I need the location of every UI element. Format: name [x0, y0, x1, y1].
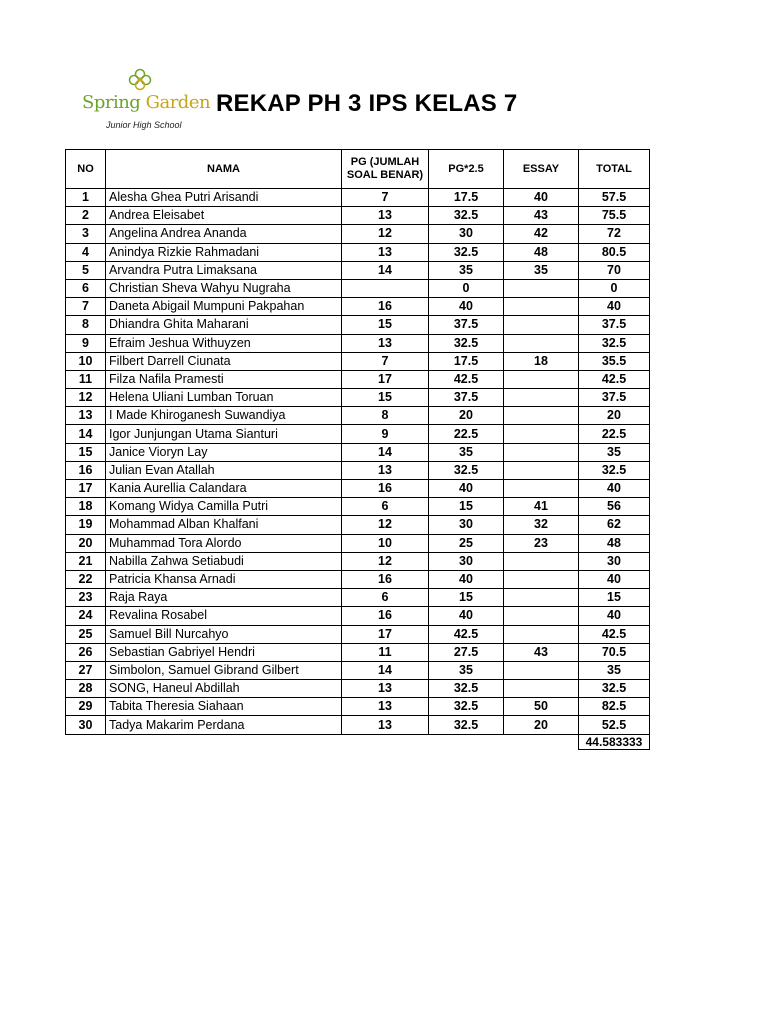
cell-essay [504, 334, 579, 352]
cell-no: 20 [66, 534, 106, 552]
cell-nama: Kania Aurellia Calandara [106, 480, 342, 498]
cell-nama: Tadya Makarim Perdana [106, 716, 342, 734]
cell-pg: 13 [342, 207, 429, 225]
cell-no: 28 [66, 680, 106, 698]
cell-no: 12 [66, 389, 106, 407]
cell-essay [504, 589, 579, 607]
cell-no: 17 [66, 480, 106, 498]
table-row [66, 279, 650, 297]
cell-total: 35.5 [579, 352, 650, 370]
cell-pg25: 35 [429, 661, 504, 679]
cell-pg25: 30 [429, 516, 504, 534]
cell-nama: Christian Sheva Wahyu Nugraha [106, 279, 342, 297]
cell-no: 24 [66, 607, 106, 625]
cell-pg: 14 [342, 443, 429, 461]
cell-pg: 13 [342, 680, 429, 698]
table-row [66, 207, 650, 225]
cell-total: 22.5 [579, 425, 650, 443]
cell-pg: 16 [342, 480, 429, 498]
cell-pg25: 32.5 [429, 716, 504, 734]
cell-nama: Sebastian Gabriyel Hendri [106, 643, 342, 661]
cell-total: 56 [579, 498, 650, 516]
table-row [66, 534, 650, 552]
cell-pg25: 32.5 [429, 698, 504, 716]
cell-pg: 13 [342, 334, 429, 352]
cell-pg: 13 [342, 716, 429, 734]
cell-nama: I Made Khiroganesh Suwandiya [106, 407, 342, 425]
cell-total: 75.5 [579, 207, 650, 225]
cell-essay [504, 461, 579, 479]
table-row [66, 316, 650, 334]
cell-pg: 10 [342, 534, 429, 552]
cell-pg25: 30 [429, 225, 504, 243]
score-table [65, 149, 650, 750]
table-header-row [66, 150, 650, 189]
table-row [66, 370, 650, 388]
cell-nama: Mohammad Alban Khalfani [106, 516, 342, 534]
cell-pg25: 27.5 [429, 643, 504, 661]
cell-no: 11 [66, 370, 106, 388]
cell-total: 42.5 [579, 370, 650, 388]
cell-no: 7 [66, 298, 106, 316]
table-row [66, 243, 650, 261]
page-title: REKAP PH 3 IPS KELAS 7 [216, 90, 518, 117]
cell-no: 2 [66, 207, 106, 225]
cell-no: 6 [66, 279, 106, 297]
cell-no: 30 [66, 716, 106, 734]
cell-pg25: 40 [429, 570, 504, 588]
cell-pg25: 42.5 [429, 370, 504, 388]
cell-no: 3 [66, 225, 106, 243]
flower-logo-icon [128, 68, 152, 92]
cell-total: 30 [579, 552, 650, 570]
cell-essay: 20 [504, 716, 579, 734]
cell-total: 40 [579, 480, 650, 498]
cell-nama: Filbert Darrell Ciunata [106, 352, 342, 370]
cell-pg: 12 [342, 552, 429, 570]
cell-pg25: 17.5 [429, 189, 504, 207]
cell-nama: Revalina Rosabel [106, 607, 342, 625]
cell-essay [504, 625, 579, 643]
cell-pg: 6 [342, 589, 429, 607]
cell-pg25: 40 [429, 480, 504, 498]
cell-nama: Anindya Rizkie Rahmadani [106, 243, 342, 261]
cell-no: 23 [66, 589, 106, 607]
cell-pg25: 15 [429, 498, 504, 516]
cell-total: 40 [579, 570, 650, 588]
cell-pg: 7 [342, 189, 429, 207]
cell-nama: Patricia Khansa Arnadi [106, 570, 342, 588]
cell-pg25: 32.5 [429, 207, 504, 225]
cell-total: 82.5 [579, 698, 650, 716]
cell-no: 18 [66, 498, 106, 516]
cell-no: 4 [66, 243, 106, 261]
average-row-spacer [66, 734, 579, 749]
cell-essay [504, 661, 579, 679]
cell-nama: Helena Uliani Lumban Toruan [106, 389, 342, 407]
cell-total: 37.5 [579, 316, 650, 334]
cell-no: 13 [66, 407, 106, 425]
table-row [66, 625, 650, 643]
table-row [66, 352, 650, 370]
cell-pg: 13 [342, 698, 429, 716]
cell-no: 14 [66, 425, 106, 443]
cell-pg25: 35 [429, 443, 504, 461]
cell-pg: 16 [342, 607, 429, 625]
cell-nama: Raja Raya [106, 589, 342, 607]
cell-essay [504, 443, 579, 461]
cell-pg25: 15 [429, 589, 504, 607]
cell-pg25: 20 [429, 407, 504, 425]
cell-total: 32.5 [579, 461, 650, 479]
cell-nama: Angelina Andrea Ananda [106, 225, 342, 243]
cell-total: 42.5 [579, 625, 650, 643]
cell-pg: 12 [342, 225, 429, 243]
cell-nama: Alesha Ghea Putri Arisandi [106, 189, 342, 207]
table-row [66, 680, 650, 698]
cell-pg: 12 [342, 516, 429, 534]
cell-total: 0 [579, 279, 650, 297]
cell-essay: 32 [504, 516, 579, 534]
table-row [66, 261, 650, 279]
cell-pg25: 42.5 [429, 625, 504, 643]
cell-pg25: 37.5 [429, 389, 504, 407]
cell-pg25: 32.5 [429, 680, 504, 698]
cell-no: 5 [66, 261, 106, 279]
cell-pg25: 22.5 [429, 425, 504, 443]
table-row [66, 443, 650, 461]
cell-pg: 7 [342, 352, 429, 370]
cell-nama: Muhammad Tora Alordo [106, 534, 342, 552]
cell-total: 40 [579, 298, 650, 316]
column-header-pg25: PG*2.5 [429, 150, 504, 189]
cell-pg25: 30 [429, 552, 504, 570]
cell-nama: Daneta Abigail Mumpuni Pakpahan [106, 298, 342, 316]
cell-no: 8 [66, 316, 106, 334]
column-header-pg: PG (JUMLAH SOAL BENAR) [342, 150, 429, 189]
cell-pg25: 37.5 [429, 316, 504, 334]
table-row [66, 334, 650, 352]
table-row [66, 425, 650, 443]
cell-no: 25 [66, 625, 106, 643]
cell-pg25: 35 [429, 261, 504, 279]
cell-total: 62 [579, 516, 650, 534]
cell-pg25: 0 [429, 279, 504, 297]
table-row [66, 480, 650, 498]
cell-essay: 40 [504, 189, 579, 207]
table-body [66, 189, 650, 735]
table-row [66, 189, 650, 207]
cell-essay [504, 279, 579, 297]
cell-pg25: 32.5 [429, 334, 504, 352]
cell-nama: Simbolon, Samuel Gibrand Gilbert [106, 661, 342, 679]
average-total-cell: 44.583333 [579, 734, 650, 749]
table-row [66, 661, 650, 679]
average-row [66, 734, 650, 749]
cell-no: 1 [66, 189, 106, 207]
cell-essay: 48 [504, 243, 579, 261]
cell-pg: 16 [342, 298, 429, 316]
cell-nama: Julian Evan Atallah [106, 461, 342, 479]
cell-no: 16 [66, 461, 106, 479]
cell-essay [504, 570, 579, 588]
table-row [66, 298, 650, 316]
column-header-nama: NAMA [106, 150, 342, 189]
cell-essay [504, 370, 579, 388]
cell-total: 70 [579, 261, 650, 279]
column-header-essay: ESSAY [504, 150, 579, 189]
cell-total: 15 [579, 589, 650, 607]
cell-essay: 41 [504, 498, 579, 516]
cell-essay [504, 680, 579, 698]
cell-nama: Komang Widya Camilla Putri [106, 498, 342, 516]
cell-pg: 11 [342, 643, 429, 661]
cell-pg25: 17.5 [429, 352, 504, 370]
cell-essay [504, 425, 579, 443]
cell-total: 32.5 [579, 680, 650, 698]
logo-brand-word2: Garden [145, 92, 211, 113]
cell-no: 15 [66, 443, 106, 461]
table-row [66, 589, 650, 607]
cell-total: 72 [579, 225, 650, 243]
table-row [66, 570, 650, 588]
table-row [66, 407, 650, 425]
table-row [66, 607, 650, 625]
cell-total: 37.5 [579, 389, 650, 407]
cell-essay: 42 [504, 225, 579, 243]
cell-pg25: 40 [429, 607, 504, 625]
cell-total: 32.5 [579, 334, 650, 352]
cell-pg: 16 [342, 570, 429, 588]
table-row [66, 225, 650, 243]
cell-nama: Filza Nafila Pramesti [106, 370, 342, 388]
cell-pg: 14 [342, 661, 429, 679]
cell-no: 22 [66, 570, 106, 588]
cell-nama: Efraim Jeshua Withuyzen [106, 334, 342, 352]
cell-pg25: 32.5 [429, 461, 504, 479]
cell-essay: 23 [504, 534, 579, 552]
cell-essay: 18 [504, 352, 579, 370]
cell-no: 19 [66, 516, 106, 534]
school-logo [82, 68, 211, 136]
cell-essay [504, 480, 579, 498]
cell-pg25: 32.5 [429, 243, 504, 261]
cell-essay: 43 [504, 207, 579, 225]
cell-nama: Igor Junjungan Utama Sianturi [106, 425, 342, 443]
cell-total: 40 [579, 607, 650, 625]
table-row [66, 461, 650, 479]
cell-no: 9 [66, 334, 106, 352]
cell-nama: Andrea Eleisabet [106, 207, 342, 225]
cell-pg: 17 [342, 370, 429, 388]
cell-essay [504, 298, 579, 316]
cell-total: 80.5 [579, 243, 650, 261]
cell-essay [504, 552, 579, 570]
cell-total: 20 [579, 407, 650, 425]
table-row [66, 498, 650, 516]
cell-pg: 8 [342, 407, 429, 425]
cell-essay: 35 [504, 261, 579, 279]
cell-nama: Janice Vioryn Lay [106, 443, 342, 461]
cell-no: 27 [66, 661, 106, 679]
cell-no: 21 [66, 552, 106, 570]
cell-pg25: 40 [429, 298, 504, 316]
cell-total: 57.5 [579, 189, 650, 207]
cell-pg25: 25 [429, 534, 504, 552]
table-row [66, 643, 650, 661]
logo-subtitle: Junior High School [106, 120, 182, 130]
cell-nama: Arvandra Putra Limaksana [106, 261, 342, 279]
logo-brand [82, 92, 210, 113]
cell-nama: Nabilla Zahwa Setiabudi [106, 552, 342, 570]
table-row [66, 552, 650, 570]
cell-essay [504, 389, 579, 407]
cell-essay [504, 607, 579, 625]
cell-essay: 50 [504, 698, 579, 716]
cell-nama: Dhiandra Ghita Maharani [106, 316, 342, 334]
cell-pg: 13 [342, 461, 429, 479]
table-row [66, 389, 650, 407]
cell-pg: 15 [342, 389, 429, 407]
table-row [66, 716, 650, 734]
cell-essay [504, 407, 579, 425]
cell-pg: 13 [342, 243, 429, 261]
cell-nama: Samuel Bill Nurcahyo [106, 625, 342, 643]
cell-essay: 43 [504, 643, 579, 661]
table-row [66, 698, 650, 716]
cell-no: 26 [66, 643, 106, 661]
cell-no: 29 [66, 698, 106, 716]
cell-total: 35 [579, 443, 650, 461]
cell-pg: 17 [342, 625, 429, 643]
cell-total: 70.5 [579, 643, 650, 661]
cell-no: 10 [66, 352, 106, 370]
table-row [66, 516, 650, 534]
column-header-no: NO [66, 150, 106, 189]
cell-pg: 9 [342, 425, 429, 443]
cell-nama: SONG, Haneul Abdillah [106, 680, 342, 698]
cell-pg: 6 [342, 498, 429, 516]
cell-essay [504, 316, 579, 334]
cell-nama: Tabita Theresia Siahaan [106, 698, 342, 716]
logo-brand-word1: Spring [82, 92, 141, 113]
cell-pg [342, 279, 429, 297]
cell-total: 48 [579, 534, 650, 552]
cell-pg: 14 [342, 261, 429, 279]
column-header-total: TOTAL [579, 150, 650, 189]
cell-total: 35 [579, 661, 650, 679]
cell-total: 52.5 [579, 716, 650, 734]
cell-pg: 15 [342, 316, 429, 334]
